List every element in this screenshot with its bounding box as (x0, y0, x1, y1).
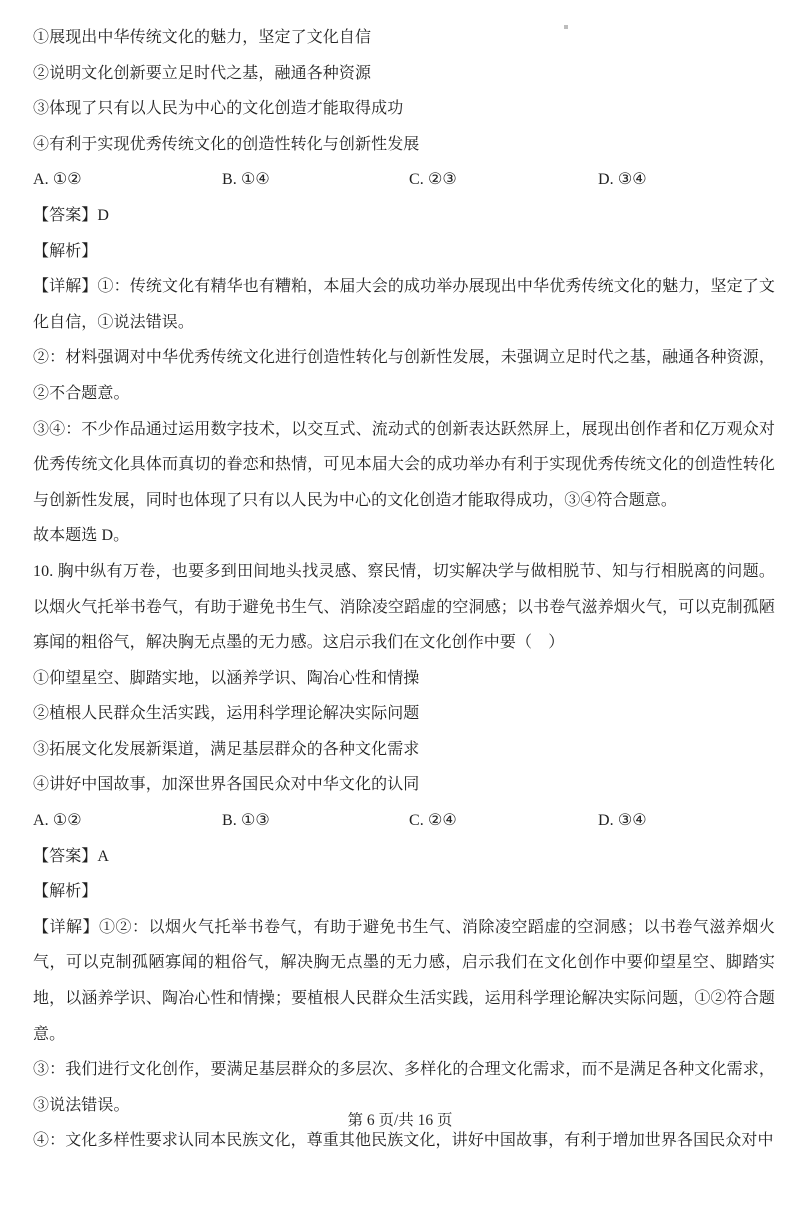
q10-choice-c: C. ②④ (409, 812, 457, 830)
q-prev-option-3: ③体现了只有以人民为中心的文化创造才能取得成功 (33, 100, 404, 118)
q10-option-3: ③拓展文化发展新渠道，满足基层群众的各种文化需求 (33, 740, 420, 758)
q-prev-choice-c: C. ②③ (409, 171, 457, 189)
q-prev-option-2: ②说明文化创新要立足时代之基，融通各种资源 (33, 64, 372, 82)
q10-choice-row (33, 803, 775, 839)
q-prev-choice-b: B. ①④ (222, 171, 270, 189)
q-prev-detail-paragraph-3: ③④：不少作品通过运用数字技术，以交互式、流动式的创新表达跃然屏上，展现出创作者和亿万观众对优秀传统文化具体而真切的眷恋和热情，可见本届大会的成功举办有利于实现优秀传统文化的创造性转化与创新性发展，同时也体现了只有以人民为中心的文化创造才能取得成功，③④符合题意。 (33, 420, 775, 509)
q-prev-conclusion-line: 故本题选 D。 (33, 527, 130, 545)
q10-answer-line (33, 839, 775, 875)
q-prev-option-1: ①展现出中华传统文化的魅力，坚定了文化自信 (33, 29, 372, 46)
q-prev-detail-paragraph-2: ②：材料强调对中华优秀传统文化进行创造性转化与创新性发展，未强调立足时代之基，融通各种资源，②不合题意。 (33, 349, 775, 402)
q-prev-option-4: ④有利于实现优秀传统文化的创造性转化与创新性发展 (33, 135, 420, 153)
q-prev-answer-line (33, 198, 775, 234)
q10-detail-paragraph-1: 【详解】①②：以烟火气托举书卷气，有助于避免书生气、消除凌空蹈虚的空洞感；以书卷气滋养烟火气，可以克制孤陋寡闻的粗俗气，解决胸无点墨的无力感，启示我们在文化创作中要仰望星空、脚踏实地，以涵养学识、陶冶心性和情操；要植根人民群众生活实践，运用科学理论解决实际问题，①②符合题意。 (33, 918, 775, 1043)
q10-choice-a: A. ①② (33, 812, 82, 830)
q-prev-choice-d: D. ③④ (598, 171, 647, 189)
q10-analysis-line: 【解析】 (33, 883, 98, 901)
q10-detail-paragraph-2: ③：我们进行文化创作，要满足基层群众的多层次、多样化的合理文化需求，而不是满足各种文化需求，③说法错误。 (33, 1061, 775, 1114)
q10-option-2: ②植根人民群众生活实践，运用科学理论解决实际问题 (33, 705, 420, 723)
q-prev-detail-paragraph-1: 【详解】①：传统文化有精华也有糟粕，本届大会的成功举办展现出中华优秀传统文化的魅力，坚定了文化自信，①说法错误。 (33, 278, 775, 331)
q10-option-4: ④讲好中国故事，加深世界各国民众对中华文化的认同 (33, 776, 420, 794)
q10-answer-label: 【答案】 (33, 847, 98, 865)
q-prev-answer-value: D (97, 206, 110, 224)
q10-answer-value: A (97, 847, 110, 865)
q10-detail-paragraph-3: ④：文化多样性要求认同本民族文化，尊重其他民族文化，讲好中国故事，有利于增加世界各国民众对中 (33, 1132, 774, 1150)
q-prev-choice-row (33, 162, 775, 198)
q10-choice-d: D. ③④ (598, 812, 647, 830)
scan-artifact-dot (564, 25, 568, 29)
q-prev-answer-label: 【答案】 (33, 206, 98, 224)
page-footer: 第 6 页/共 16 页 (347, 1112, 453, 1129)
q10-choice-b: B. ①③ (222, 812, 270, 830)
q10-option-1: ①仰望星空、脚踏实地，以涵养学识、陶冶心性和情操 (33, 669, 420, 687)
q-prev-analysis-line: 【解析】 (33, 242, 98, 260)
q10-stem: 10. 胸中纵有万卷，也要多到田间地头找灵感、察民情，切实解决学与做相脱节、知与行相脱离的问题。以烟火气托举书卷气，有助于避免书生气、消除凌空蹈虚的空洞感；以书卷气滋养烟火气，可以克制孤陋寡闻的粗俗气，解决胸无点墨的无力感。这启示我们在文化创作中要（ ） (33, 562, 775, 652)
q-prev-choice-a: A. ①② (33, 171, 82, 189)
